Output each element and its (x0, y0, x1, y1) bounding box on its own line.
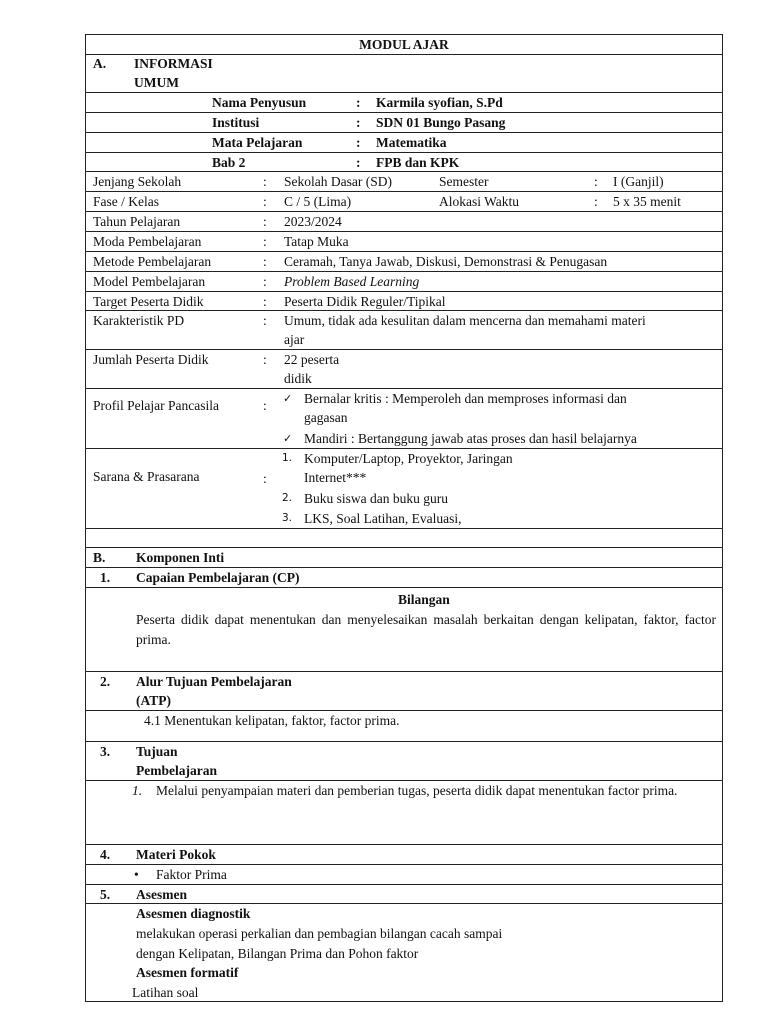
section-a-header (85, 54, 723, 93)
info-colon: : (263, 234, 267, 249)
document-title: MODUL AJAR (359, 37, 449, 52)
tujuan-number: 3. (100, 744, 111, 759)
info-label: Profil Pelajar Pancasila (93, 398, 219, 413)
checkmark-icon: ✓ (283, 392, 293, 405)
section-b-title: Komponen Inti (136, 550, 225, 565)
field-row-institusi (85, 113, 723, 133)
field-label: Mata Pelajaran (212, 135, 303, 150)
profil-item-1-line2: gagasan (304, 410, 348, 425)
field-value: Matematika (376, 135, 447, 150)
materi-body (85, 865, 723, 885)
info-row-tahun (85, 212, 723, 232)
info-value-alokasi: 5 x 35 menit (613, 194, 681, 209)
bullet-icon: • (134, 867, 139, 882)
field-label: Institusi (212, 115, 260, 130)
materi-header (85, 845, 723, 865)
sarana-item-3: LKS, Soal Latihan, Evaluasi, (304, 511, 462, 526)
asesmen-header (85, 885, 723, 904)
info-colon: : (263, 194, 267, 209)
field-row-nama-penyusun (85, 93, 723, 113)
info-row-profil (85, 389, 723, 449)
section-b-letter: B. (93, 550, 106, 565)
info-colon: : (263, 294, 267, 309)
cp-text: Peserta didik dapat menentukan dan menyelesaikan masalah berkaitan dengan kelipatan, faktor, factor prima. (136, 612, 716, 647)
tujuan-item-text: Melalui penyampaian materi dan pemberian tugas, peserta didik dapat menentukan factor prima. (156, 783, 678, 798)
info-colon: : (263, 313, 267, 328)
tujuan-title-line1: Tujuan (136, 744, 178, 759)
atp-title-line2: (ATP) (136, 693, 171, 708)
info-label: Moda Pembelajaran (93, 234, 202, 249)
info-row-target (85, 292, 723, 311)
info-row-sarana (85, 449, 723, 529)
tujuan-header (85, 742, 723, 781)
spacer-row (85, 529, 723, 548)
info-row-karakteristik (85, 311, 723, 350)
info-label: Fase / Kelas (93, 194, 159, 209)
asesmen-diagnostik-line1: melakukan operasi perkalian dan pembagian bilangan cacah sampai (136, 926, 503, 941)
asesmen-formatif-text: Latihan soal (132, 985, 199, 1000)
materi-title: Materi Pokok (136, 847, 216, 862)
info-row-metode (85, 252, 723, 272)
info-colon: : (263, 398, 267, 413)
asesmen-number: 5. (100, 887, 111, 902)
field-colon: : (356, 135, 361, 150)
info-value-line1: 22 peserta (284, 352, 340, 367)
section-a-letter: A. (93, 56, 107, 71)
cp-header (85, 568, 723, 588)
info-label: Karakteristik PD (93, 313, 185, 328)
info-colon: : (263, 274, 267, 289)
info-value-line2: ajar (284, 332, 305, 347)
asesmen-diagnostik-line2: dengan Kelipatan, Bilangan Prima dan Pohon faktor (136, 946, 419, 961)
tujuan-title-line2: Pembelajaran (136, 763, 217, 778)
asesmen-diagnostik-title: Asesmen diagnostik (136, 906, 251, 921)
info-row-jumlah (85, 350, 723, 389)
info-label: Model Pembelajaran (93, 274, 206, 289)
profil-item-1-line1: Bernalar kritis : Memperoleh dan memproses informasi dan (304, 391, 627, 406)
info-colon: : (263, 352, 267, 367)
info-value: Problem Based Learning (284, 274, 420, 289)
info-colon: : (263, 174, 267, 189)
info-value-line1: Umum, tidak ada kesulitan dalam mencerna dan memahami materi (284, 313, 646, 328)
sarana-item-1-line1: Komputer/Laptop, Proyektor, Jaringan (304, 451, 513, 466)
info-value-line2: didik (284, 371, 312, 386)
cp-subtitle: Bilangan (398, 592, 450, 607)
sarana-item-1-line2: Internet*** (304, 470, 367, 485)
atp-item: 4.1 Menentukan kelipatan, faktor, factor prima. (144, 713, 400, 728)
info-row-fase (85, 192, 723, 212)
field-colon: : (356, 155, 361, 170)
info-colon: : (594, 174, 598, 189)
info-row-model (85, 272, 723, 292)
info-label-alokasi: Alokasi Waktu (439, 194, 520, 209)
info-value: 2023/2024 (284, 214, 342, 229)
cp-body (85, 588, 723, 672)
title-row (85, 34, 723, 55)
atp-title-line1: Alur Tujuan Pembelajaran (136, 674, 292, 689)
info-row-jenjang (85, 172, 723, 192)
profil-item-2: Mandiri : Bertanggung jawab atas proses dan hasil belajarnya (304, 431, 637, 446)
tujuan-item-number: 1. (132, 783, 143, 798)
section-a-title-line1: INFORMASI (134, 56, 213, 71)
info-value: C / 5 (Lima) (284, 194, 352, 209)
list-number: 2. (282, 492, 293, 504)
info-colon: : (263, 471, 267, 486)
info-value: Sekolah Dasar (SD) (284, 174, 392, 189)
cp-title: Capaian Pembelajaran (CP) (136, 570, 300, 585)
cp-number: 1. (100, 570, 111, 585)
atp-number: 2. (100, 674, 111, 689)
atp-header (85, 672, 723, 711)
info-value: Peserta Didik Reguler/Tipikal (284, 294, 446, 309)
field-value: FPB dan KPK (376, 155, 460, 170)
materi-number: 4. (100, 847, 111, 862)
info-label-semester: Semester (439, 174, 489, 189)
field-colon: : (356, 95, 361, 110)
section-b-header (85, 548, 723, 568)
info-label: Jenjang Sekolah (93, 174, 182, 189)
field-value: Karmila syofian, S.Pd (376, 95, 503, 110)
asesmen-body (85, 904, 723, 1002)
asesmen-title: Asesmen (136, 887, 187, 902)
info-colon: : (594, 194, 598, 209)
asesmen-formatif-title: Asesmen formatif (136, 965, 239, 980)
info-colon: : (263, 214, 267, 229)
field-colon: : (356, 115, 361, 130)
info-label: Tahun Pelajaran (93, 214, 181, 229)
tujuan-body (85, 781, 723, 845)
materi-item: Faktor Prima (156, 867, 227, 882)
field-label: Bab 2 (212, 155, 246, 170)
info-value: Ceramah, Tanya Jawab, Diskusi, Demonstrasi & Penugasan (284, 254, 608, 269)
info-value: Tatap Muka (284, 234, 349, 249)
info-colon: : (263, 254, 267, 269)
field-value: SDN 01 Bungo Pasang (376, 115, 506, 130)
checkmark-icon: ✓ (283, 432, 293, 445)
info-value-semester: I (Ganjil) (613, 174, 664, 189)
info-label: Target Peserta Didik (93, 294, 204, 309)
field-row-mata-pelajaran (85, 133, 723, 153)
field-label: Nama Penyusun (212, 95, 307, 110)
info-label: Metode Pembelajaran (93, 254, 212, 269)
info-row-moda (85, 232, 723, 252)
sarana-item-2: Buku siswa dan buku guru (304, 491, 448, 506)
atp-body (85, 711, 723, 742)
info-label: Sarana & Prasarana (93, 469, 200, 484)
field-row-bab (85, 153, 723, 172)
section-a-title-line2: UMUM (134, 75, 179, 90)
info-label: Jumlah Peserta Didik (93, 352, 209, 367)
list-number: 1. (282, 452, 293, 464)
list-number: 3. (282, 512, 293, 524)
